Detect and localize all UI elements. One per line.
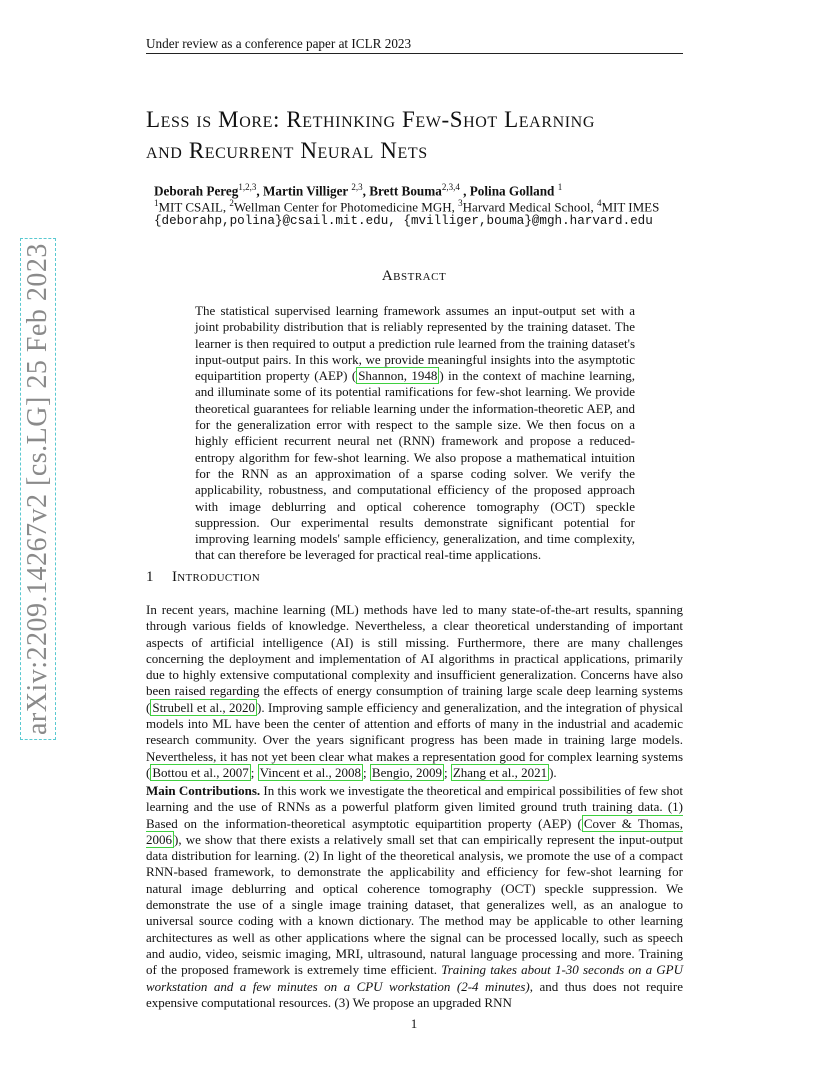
section-title: Introduction	[172, 569, 261, 585]
affil-sup: 3	[458, 198, 463, 208]
author-name: Polina Golland	[469, 183, 555, 199]
affil-sup: 4	[596, 198, 602, 208]
abstract-text: ) in the context of machine learning, and illuminate some of its potential ramifications for few-shot learning. We provide theoretical guarantees for reliable learning under the information-theoretic AEP, and for the generalization error with respect to the sample size. We then focus on a highly efficient recurrent neural net (RNN) framework and propose a reduced-entropy algorithm for few-shot learning. We also propose a mathematical intuition for the RNN as an approximation of a sparse coding solver. We verify the applicability, robustness, and computational efficiency of the proposed approach with image deblurring and optical coherence tomography (OCT) speckle suppression. Our experimental results demonstrate significant potential for improving learning models' sample efficiency, generalization, and time complexity, that can therefore be leveraged for practical real-time applications.	[195, 368, 636, 563]
paragraph-italic-text: Training takes about 1-30 seconds on a GPU workstation and a few minutes on a CPU workstation (2-4 minutes)	[146, 962, 684, 994]
paragraph-text: ). Improving sample efficiency and generalization, and the integration of physical models into ML have been the center of attention and efforts of many in the industrial and academic research community. Over the years significant progress has been made in training large models. Nevertheless, it has not yet been clear what makes a representation good for complex learning systems (	[146, 699, 683, 780]
arxiv-stamp[interactable]: arXiv:2209.14267v2 [cs.LG] 25 Feb 2023	[20, 238, 56, 740]
affil-sup: 2	[229, 198, 234, 208]
title-line-1: Less is More: Rethinking Few-Shot Learning	[146, 107, 595, 132]
abstract-body	[195, 303, 635, 564]
affil-sup: 1	[154, 198, 159, 208]
citation-link[interactable]: Cover & Thomas, 2006	[146, 815, 683, 847]
abstract-text: The statistical supervised learning framework assumes an input-output set with a joint probability distribution that is reliably represented by the training dataset. The learner is then required to output a prediction rule learned from the training dataset's input-output pairs. In this work, we provide meaningful insights into the asymptotic equipartition property (AEP) (	[195, 303, 635, 384]
citation-link[interactable]: Bengio, 2009	[371, 764, 442, 780]
affil-text: MIT CSAIL,	[158, 199, 230, 215]
citation-link[interactable]: Zhang et al., 2021	[452, 764, 548, 780]
affil-text: MIT IMES	[601, 199, 660, 215]
section-heading	[146, 569, 260, 586]
author-affil-sup: 2,3	[351, 182, 363, 192]
author-affil-sup: 2,3,4	[441, 182, 460, 192]
author-emails: {deborahp,polina}@csail.mit.edu, {mvilliger,bouma}@mgh.harvard.edu	[154, 214, 653, 228]
citation-separator: ;	[363, 764, 370, 780]
author-list: Deborah Pereg$^{1,2,3}$, Martin Villiger $^{2,3}$, Brett Bouma$^{2,3,4}$ , Polina Golland $^1$	[154, 182, 563, 199]
affiliations	[154, 198, 659, 215]
author-name: Martin Villiger	[262, 183, 349, 199]
citation-separator: ;	[250, 764, 258, 780]
paper-title	[146, 104, 706, 166]
running-head: Under review as a conference paper at ICLR 2023	[146, 36, 412, 51]
title-line-2: and Recurrent Neural Nets	[146, 138, 428, 163]
intro-paragraph	[146, 602, 683, 781]
author-name: Deborah Pereg	[154, 183, 239, 199]
citation-separator: ;	[443, 764, 451, 780]
contributions-paragraph	[146, 783, 683, 1011]
paragraph-text: In recent years, machine learning (ML) methods have led to many state-of-the-art results, spanning through various fields of knowledge. Nevertheless, a clear theoretical understanding of important aspects of artificial intelligence (AI) is still missing. Furthermore, there are many challenges concerning the deployment and implementation of AI algorithms in practical applications, primarily due to highly extensive computational complexity and insufficient generalization. Concerns have also been raised regarding the effects of energy consumption of training large scale deep learning systems (	[146, 602, 683, 715]
citation-link[interactable]: Vincent et al., 2008	[259, 764, 362, 780]
affil-text: Harvard Medical School,	[462, 199, 597, 215]
paragraph-text: ), we show that there exists a relatively small set that can empirically represent the input-output data distribution for learning. (2) In light of the theoretical analysis, we promote the use of a compact RNN-based framework, to demonstrate the applicability and efficiency for few-shot learning for natural image deblurring and optical coherence tomography (OCT) speckle suppression. We demonstrate the use of a single image training dataset, that generalizes well, as an analogue to universal source coding with a known dictionary. The method may be applicable to other learning architectures as well as other applications where the signal can be processed locally, such as speech and audio, video, seismic imaging, MRI, ultrasound, natural language processing and more. Training of the proposed framework is extremely time efficient.	[146, 831, 683, 978]
paragraph-text: , and thus does not require expensive computational resources. (3) We propose an upgraded RNN	[146, 978, 683, 1010]
affil-text: Wellman Center for Photomedicine MGH,	[233, 199, 459, 215]
header-rule	[146, 53, 683, 54]
paragraph-lead: Main Contributions.	[146, 783, 261, 798]
author-affil-sup: 1	[557, 182, 563, 192]
author-affil-sup: 1,2,3	[238, 182, 257, 192]
paragraph-text: ).	[549, 764, 557, 780]
citation-link[interactable]: Bottou et al., 2007	[152, 764, 249, 780]
section-number: 1	[146, 569, 154, 585]
page-number: 1	[410, 1016, 418, 1031]
paragraph-text: In this work we investigate the theoretical and empirical possibilities of few shot learning and the use of RNNs as a powerful platform given limited ground truth training data. (1) Based on the information-theoretical asymptotic equipartition property (AEP) (	[146, 783, 683, 831]
abstract-heading: Abstract	[381, 268, 447, 284]
citation-link[interactable]: Strubell et al., 2020	[152, 699, 256, 715]
author-name: Brett Bouma	[369, 183, 442, 199]
citation-link[interactable]: Shannon, 1948	[358, 368, 438, 384]
